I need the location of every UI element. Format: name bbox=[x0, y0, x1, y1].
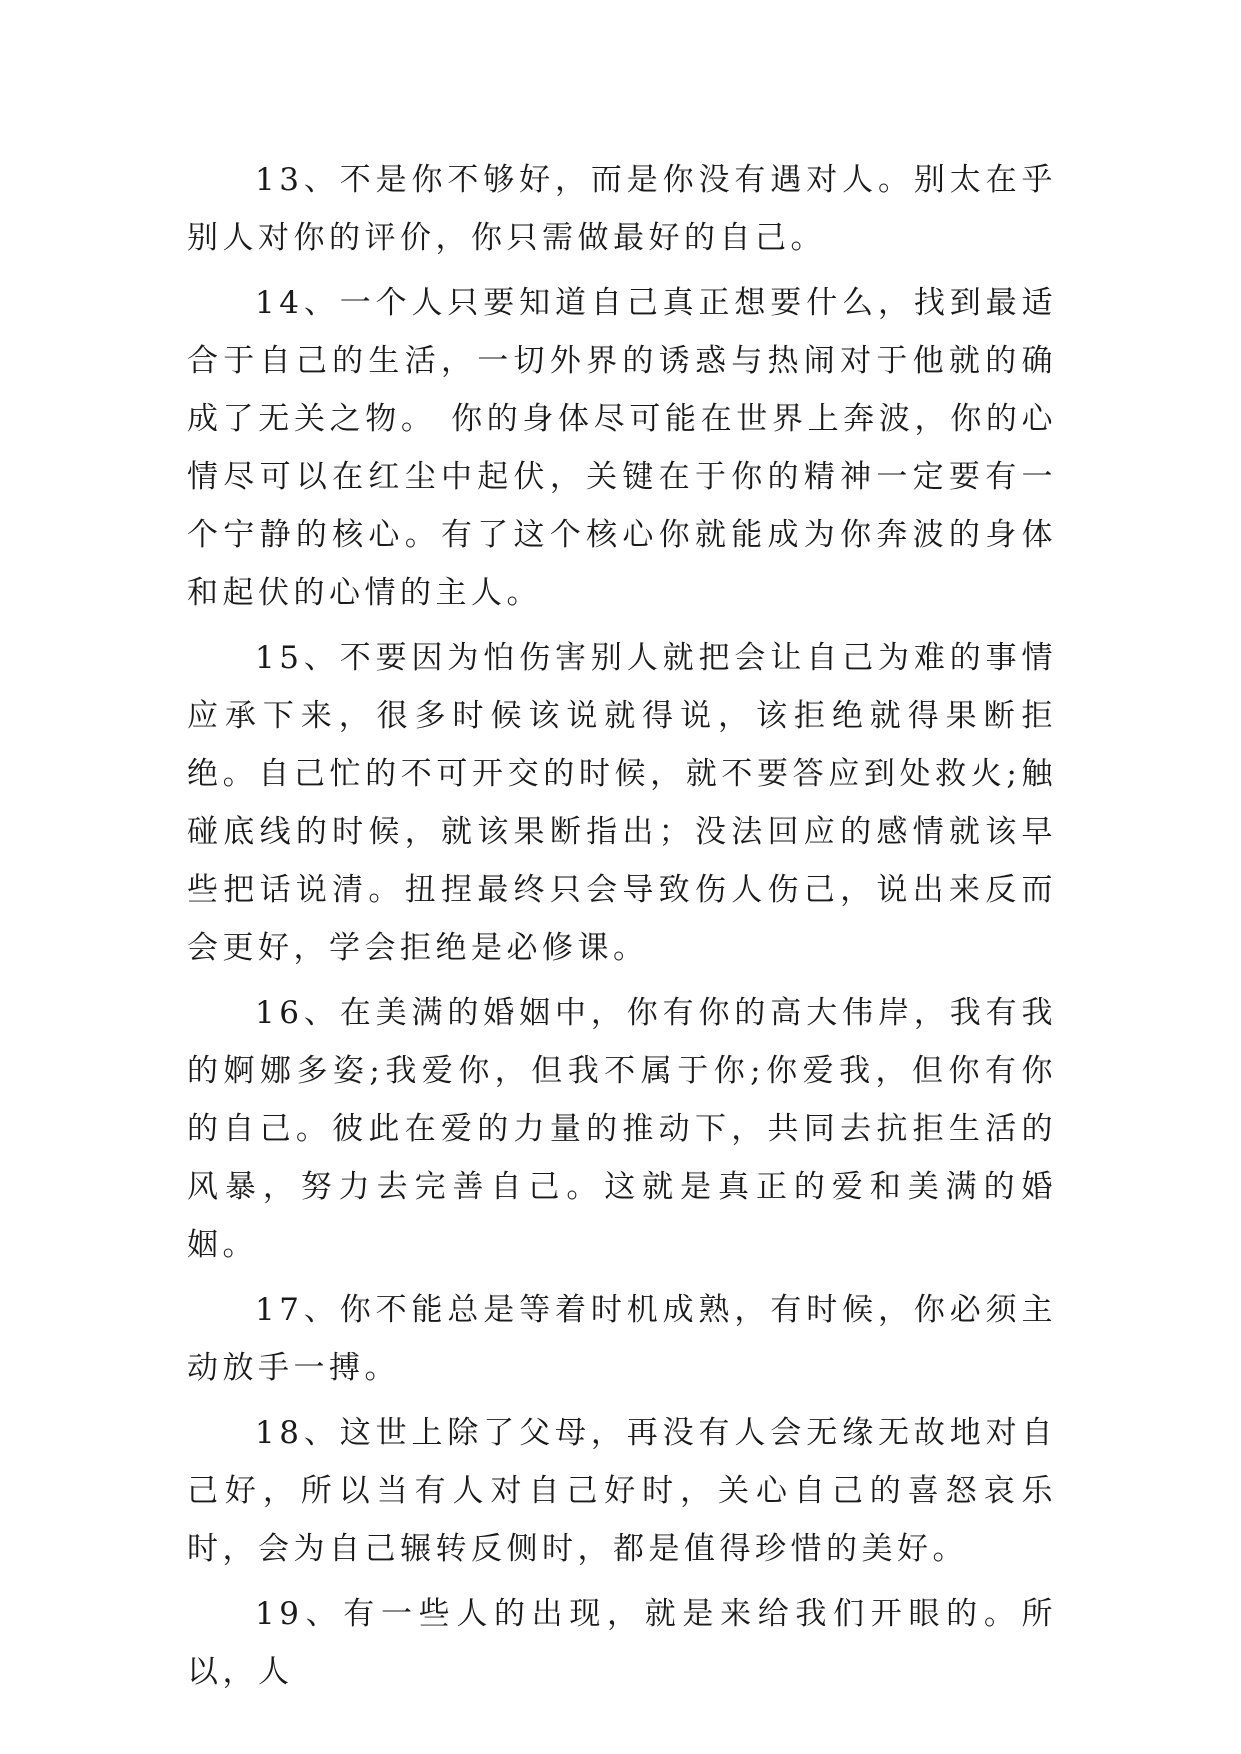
paragraph-14: 14、一个人只要知道自己真正想要什么，找到最适合于自己的生活，一切外界的诱惑与热闹对于他就的确成了无关之物。 你的身体尽可能在世界上奔波，你的心情尽可以在红尘中起伏，关键在于你的精神一定要有一个宁静的核心。有了这个核心你就能成为你奔波的身体和起伏的心情的主人。 bbox=[187, 285, 1057, 611]
paragraph-13: 13、不是你不够好，而是你没有遇对人。别太在乎别人对你的评价，你只需做最好的自己。 bbox=[187, 162, 1057, 256]
document-body bbox=[187, 151, 1057, 1701]
paragraph-15: 15、不要因为怕伤害别人就把会让自己为难的事情应承下来，很多时候该说就得说，该拒绝就得果断拒绝。自己忙的不可开交的时候，就不要答应到处救火;触碰底线的时候，就该果断指出；没法回应的感情就该早些把话说清。扭捏最终只会导致伤人伤己，说出来反而会更好，学会拒绝是必修课。 bbox=[187, 640, 1057, 966]
paragraph-19: 19、有一些人的出现，就是来给我们开眼的。所以，人 bbox=[187, 1596, 1057, 1690]
paragraph-18: 18、这世上除了父母，再没有人会无缘无故地对自己好，所以当有人对自己好时，关心自己的喜怒哀乐时，会为自己辗转反侧时，都是值得珍惜的美好。 bbox=[187, 1415, 1057, 1567]
paragraph-16: 16、在美满的婚姻中，你有你的高大伟岸，我有我的婀娜多姿;我爱你，但我不属于你;你爱我，但你有你的自己。彼此在爱的力量的推动下，共同去抗拒生活的风暴，努力去完善自己。这就是真正的爱和美满的婚姻。 bbox=[187, 995, 1057, 1263]
paragraph-17: 17、你不能总是等着时机成熟，有时候，你必须主动放手一搏。 bbox=[187, 1292, 1057, 1386]
